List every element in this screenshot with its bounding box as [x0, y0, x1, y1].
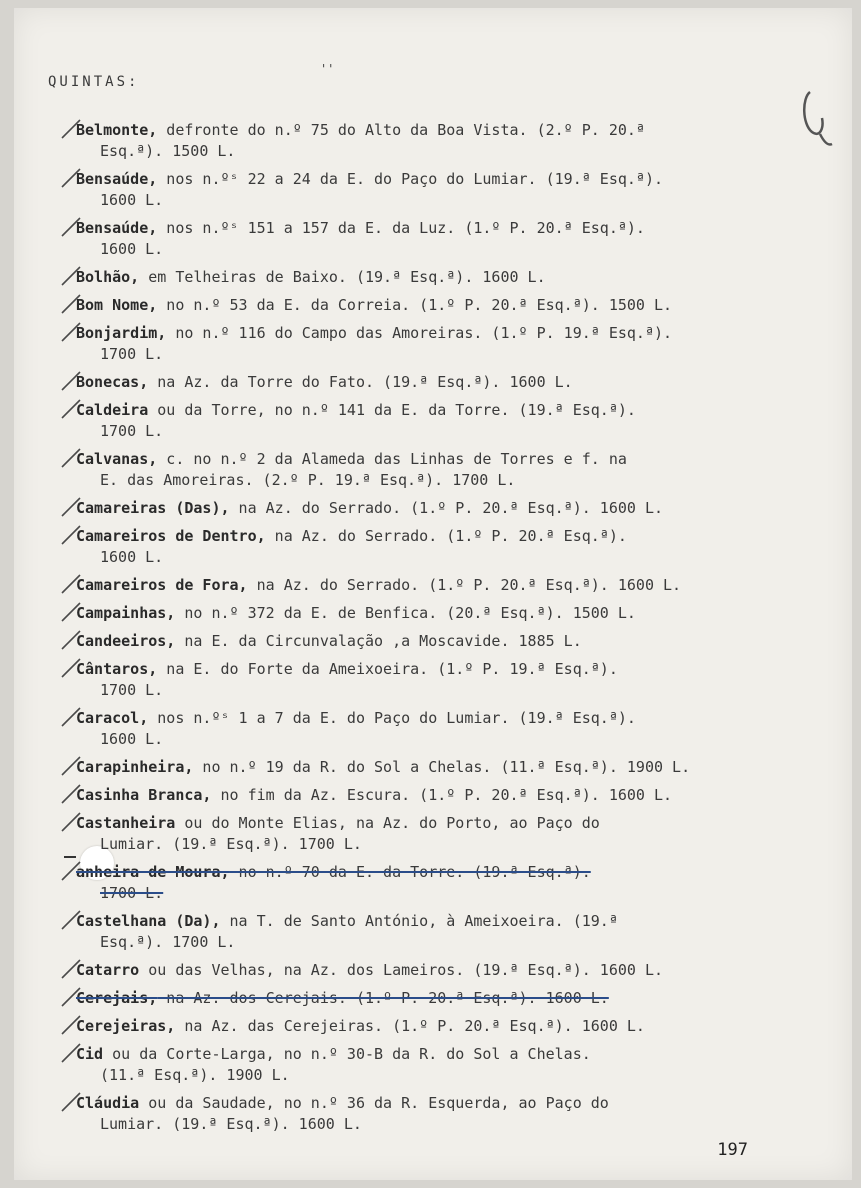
entry-line1 [76, 527, 627, 545]
pencil-check-icon [60, 216, 82, 242]
list-item [76, 498, 824, 519]
entry-name: Candeeiros, [76, 632, 176, 650]
entry-name: Bonecas, [76, 373, 149, 391]
entry-name: Caracol, [76, 709, 149, 727]
entry-details: ou do Monte Elias, na Az. do Porto, ao Paço do [175, 814, 600, 832]
entry-details: ou da Saudade, no n.º 36 da R. Esquerda, ao Paço do [139, 1094, 609, 1112]
entry-details: nos n.ºˢ 151 a 157 da E. da Luz. (1.º P. 20.ª Esq.ª). [157, 219, 645, 237]
entry-line1 [76, 373, 573, 391]
entry-details: na T. de Santo António, à Ameixoeira. (19.ª [220, 912, 618, 930]
entry-details: no n.º 70 da E. da Torre. (19.ª Esq.ª). [229, 863, 591, 881]
entry-line1 [76, 989, 609, 1007]
entry-line2: 1600 L. [100, 240, 164, 258]
entry-line1 [76, 961, 663, 979]
entry-line1 [76, 1017, 645, 1035]
entry-line2: 1600 L. [100, 548, 164, 566]
entry-name: Bom Nome, [76, 296, 158, 314]
list-item [76, 526, 824, 568]
entry-name: Cerejais, [76, 989, 158, 1007]
entry-name: Bolhão, [76, 268, 140, 286]
list-item [76, 120, 824, 162]
entry-name: Castanheira [76, 814, 176, 832]
entry-details: nos n.ºˢ 1 a 7 da E. do Paço do Lumiar. (19.ª Esq.ª). [148, 709, 636, 727]
entry-details: na Az. dos Cerejais. (1.º P. 20.ª Esq.ª). 1600 L. [157, 989, 609, 1007]
pencil-check-icon [60, 118, 82, 144]
pencil-check-icon [60, 1014, 82, 1040]
list-item [76, 218, 824, 260]
document-page [14, 8, 852, 1180]
entry-details: em Telheiras de Baixo. (19.ª Esq.ª). 1600 L. [139, 268, 546, 286]
entry-line1 [76, 499, 663, 517]
entry-details: defronte do n.º 75 do Alto da Boa Vista. (2.º P. 20.ª [157, 121, 645, 139]
list-item [76, 813, 824, 855]
list-item [76, 267, 824, 288]
entry-line2: Esq.ª). 1700 L. [100, 933, 236, 951]
pencil-check-icon [60, 398, 82, 424]
entry-name: Cântaros, [76, 660, 158, 678]
list-item [76, 575, 824, 596]
entry-line1 [76, 450, 627, 468]
entry-line2: E. das Amoreiras. (2.º P. 19.ª Esq.ª). 1700 L. [100, 471, 516, 489]
entry-line1 [76, 296, 672, 314]
list-item [76, 295, 824, 316]
entry-name: Carapinheira, [76, 758, 194, 776]
entry-details: no n.º 53 da E. da Correia. (1.º P. 20.ª Esq.ª). 1500 L. [157, 296, 673, 314]
entry-line1 [76, 576, 681, 594]
entry-line1 [76, 604, 636, 622]
entry-name: Cláudia [76, 1094, 140, 1112]
entry-details: ou da Torre, no n.º 141 da E. da Torre. (19.ª Esq.ª). [148, 401, 636, 419]
list-item [76, 659, 824, 701]
entry-line1 [76, 660, 618, 678]
entry-line1 [76, 219, 645, 237]
list-item [76, 1016, 824, 1037]
pencil-check-icon [60, 909, 82, 935]
entry-name: Calvanas, [76, 450, 158, 468]
entry-line1 [76, 786, 672, 804]
entry-name: Camareiros de Fora, [76, 576, 248, 594]
list-item [76, 708, 824, 750]
top-marks: ' ' [322, 62, 333, 76]
entry-line1 [76, 268, 546, 286]
pencil-check-icon [60, 783, 82, 809]
pencil-check-icon [60, 265, 82, 291]
list-item [76, 862, 824, 904]
entry-details: no n.º 116 do Campo das Amoreiras. (1.º P. 19.ª Esq.ª). [166, 324, 673, 342]
entry-line2: 1600 L. [100, 191, 164, 209]
pencil-check-icon [60, 629, 82, 655]
entry-line2: 1700 L. [100, 345, 164, 363]
entry-name: Cid [76, 1045, 104, 1063]
entry-details: na E. da Circunvalação ,a Moscavide. 1885 L. [175, 632, 582, 650]
entry-line2: 1600 L. [100, 730, 164, 748]
entry-line1 [76, 324, 672, 342]
entry-line1 [76, 1094, 609, 1112]
entry-line2: (11.ª Esq.ª). 1900 L. [100, 1066, 290, 1084]
list-item [76, 631, 824, 652]
list-item [76, 785, 824, 806]
entry-line2: Esq.ª). 1500 L. [100, 142, 236, 160]
entry-details: nos n.ºˢ 22 a 24 da E. do Paço do Lumiar. (19.ª Esq.ª). [157, 170, 664, 188]
entry-line1 [76, 632, 582, 650]
list-item [76, 757, 824, 778]
entry-line1 [76, 912, 618, 930]
list-item [76, 372, 824, 393]
pencil-check-icon [60, 167, 82, 193]
pencil-check-icon [60, 573, 82, 599]
pencil-check-icon [60, 524, 82, 550]
entry-line1 [76, 121, 645, 139]
entry-name: Bonjardim, [76, 324, 167, 342]
entry-line2: 1700 L. [100, 681, 164, 699]
entry-name: Castelhana (Da), [76, 912, 221, 930]
entry-details: na E. do Forte da Ameixoeira. (1.º P. 19.ª Esq.ª). [157, 660, 618, 678]
entry-line2: Lumiar. (19.ª Esq.ª). 1700 L. [100, 835, 362, 853]
list-item [76, 603, 824, 624]
entry-line1 [76, 863, 591, 881]
pencil-check-icon [60, 1091, 82, 1117]
list-item [76, 988, 824, 1009]
entry-name: Campainhas, [76, 604, 176, 622]
entry-line1 [76, 170, 663, 188]
list-item [76, 911, 824, 953]
entry-line1 [76, 1045, 591, 1063]
entry-name: Belmonte, [76, 121, 158, 139]
list-item [76, 169, 824, 211]
entries-list [76, 120, 824, 1142]
entry-details: c. no n.º 2 da Alameda das Linhas de Torres e f. na [157, 450, 627, 468]
entry-name: Bensaúde, [76, 219, 158, 237]
pencil-check-icon [60, 958, 82, 984]
entry-name: Bensaúde, [76, 170, 158, 188]
pencil-check-icon [60, 755, 82, 781]
pencil-check-icon [60, 447, 82, 473]
entry-name: Caldeira [76, 401, 149, 419]
list-item [76, 1044, 824, 1086]
page-title: QUINTAS: [48, 74, 140, 90]
pencil-check-icon [60, 293, 82, 319]
entry-line2: 1700 L. [100, 884, 164, 902]
entry-line1 [76, 814, 600, 832]
page-number: 197 [717, 1140, 748, 1160]
entry-name: Camareiras (Das), [76, 499, 230, 517]
list-item [76, 960, 824, 981]
entry-line2: Lumiar. (19.ª Esq.ª). 1600 L. [100, 1115, 362, 1133]
list-item [76, 1093, 824, 1135]
pencil-check-icon [60, 986, 82, 1012]
pencil-check-icon [60, 321, 82, 347]
entry-details: no fim da Az. Escura. (1.º P. 20.ª Esq.ª). 1600 L. [211, 786, 673, 804]
entry-line1 [76, 709, 636, 727]
entry-details: na Az. das Cerejeiras. (1.º P. 20.ª Esq.ª). 1600 L. [175, 1017, 645, 1035]
entry-details: ou das Velhas, na Az. dos Lameiros. (19.ª Esq.ª). 1600 L. [139, 961, 664, 979]
entry-details: na Az. do Serrado. (1.º P. 20.ª Esq.ª). 1600 L. [247, 576, 682, 594]
pencil-check-icon [60, 1042, 82, 1068]
pencil-check-icon [60, 601, 82, 627]
entry-line2: 1700 L. [100, 422, 164, 440]
pencil-check-icon [60, 811, 82, 837]
entry-details: na Az. do Serrado. (1.º P. 20.ª Esq.ª). [265, 527, 627, 545]
entry-line1 [76, 758, 690, 776]
entry-name: Catarro [76, 961, 140, 979]
pencil-check-icon [60, 496, 82, 522]
margin-dash [64, 856, 76, 858]
pencil-check-icon [60, 657, 82, 683]
entry-name: anheira de Moura, [76, 863, 230, 881]
entry-details: na Az. da Torre do Fato. (19.ª Esq.ª). 1600 L. [148, 373, 573, 391]
entry-name: Casinha Branca, [76, 786, 212, 804]
list-item [76, 449, 824, 491]
pencil-check-icon [60, 860, 82, 886]
entry-details: ou da Corte-Larga, no n.º 30-B da R. do Sol a Chelas. [103, 1045, 591, 1063]
entry-details: na Az. do Serrado. (1.º P. 20.ª Esq.ª). 1600 L. [229, 499, 664, 517]
entry-details: no n.º 372 da E. de Benfica. (20.ª Esq.ª). 1500 L. [175, 604, 636, 622]
pencil-check-icon [60, 706, 82, 732]
entry-line1 [76, 401, 636, 419]
entry-name: Cerejeiras, [76, 1017, 176, 1035]
entry-name: Camareiros de Dentro, [76, 527, 266, 545]
list-item [76, 400, 824, 442]
entry-details: no n.º 19 da R. do Sol a Chelas. (11.ª Esq.ª). 1900 L. [193, 758, 691, 776]
pencil-check-icon [60, 370, 82, 396]
list-item [76, 323, 824, 365]
